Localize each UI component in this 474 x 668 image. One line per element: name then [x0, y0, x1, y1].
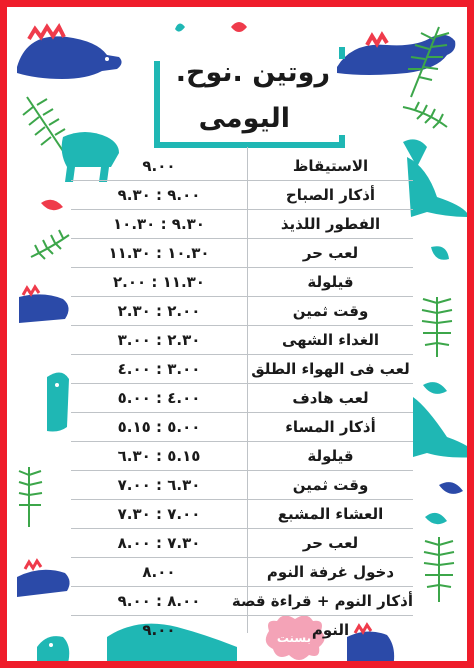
task-label: أذكار الصباح — [285, 186, 376, 204]
table-row — [71, 355, 413, 384]
time-range: ٨.٠٠ — [142, 563, 176, 581]
time-range: ٦.٣٠ : ٧.٠٠ — [117, 476, 201, 494]
navy-dinosaur-icon-left-lower — [17, 561, 70, 597]
table-row — [71, 152, 413, 181]
table-row — [71, 413, 413, 442]
fern-icon-left — [31, 230, 69, 259]
blue-leaf-icon-right — [439, 482, 463, 494]
page-subtitle: اليومى — [198, 103, 290, 134]
time-range: ٥.١٥ : ٦.٣٠ — [117, 447, 201, 465]
time-range: ٨.٠٠ : ٩.٠٠ — [117, 592, 201, 610]
table-row — [71, 210, 413, 239]
time-range: ٤.٠٠ : ٥.٠٠ — [117, 389, 201, 407]
task-label: الاستيقاظ — [292, 157, 369, 175]
palm-leaf-icon-right-lower — [424, 537, 454, 602]
task-label: الفطور اللذيذ — [280, 215, 381, 233]
table-row — [71, 616, 413, 644]
table-row — [71, 239, 413, 268]
time-range: ٩.٠٠ : ٩.٣٠ — [117, 186, 201, 204]
table-row — [71, 268, 413, 297]
fern-icon-right — [403, 102, 447, 128]
watermark-text: بسنت — [276, 631, 312, 645]
task-label: وقت ثمين — [292, 476, 369, 494]
task-label: الغداء الشهى — [281, 331, 380, 349]
table-row — [71, 297, 413, 326]
teal-dinosaur-icon-left-middle — [47, 372, 69, 431]
teal-leaf-icon-right-3 — [425, 513, 447, 524]
palm-leaf-icon-left — [23, 97, 67, 157]
palm-leaf-icon-right — [422, 297, 452, 357]
table-row — [71, 529, 413, 558]
task-label: العشاء المشبع — [277, 505, 384, 523]
time-range: ١١.٣٠ : ٢.٠٠ — [113, 273, 205, 291]
task-label: لعب فى الهواء الطلق — [251, 360, 410, 378]
schedule-table — [71, 152, 413, 644]
time-range: ٩.٠٠ — [142, 621, 176, 639]
teal-leaf-icon — [175, 23, 185, 31]
task-label: أذكار النوم + قراءة قصة — [231, 592, 413, 610]
title-block — [157, 47, 342, 147]
table-row — [71, 326, 413, 355]
task-label: قيلولة — [307, 273, 354, 291]
table-row — [71, 558, 413, 587]
task-label: لعب حر — [302, 244, 359, 262]
table-row — [71, 442, 413, 471]
task-label: أذكار المساء — [285, 418, 376, 436]
time-range: ٢.٠٠ : ٢.٣٠ — [117, 302, 201, 320]
navy-dinosaur-icon-left — [19, 287, 69, 323]
time-range: ٧.٣٠ : ٨.٠٠ — [117, 534, 201, 552]
red-leaf-icon — [231, 22, 247, 32]
time-range: ٧.٠٠ : ٧.٣٠ — [117, 505, 201, 523]
task-label: لعب هادف — [292, 389, 369, 407]
task-label: النوم — [311, 621, 350, 639]
task-label: دخول غرفة النوم — [266, 563, 395, 581]
teal-dinosaur-icon-right-lower — [413, 397, 474, 458]
time-range: ٢.٣٠ : ٣.٠٠ — [117, 331, 201, 349]
time-range: ٩.٠٠ — [142, 157, 176, 175]
time-range: ٣.٠٠ : ٤.٠٠ — [117, 360, 201, 378]
page-title: روتين .نوح. — [175, 57, 330, 88]
time-range: ٩.٣٠ : ١٠.٣٠ — [113, 215, 205, 233]
watermark — [261, 621, 327, 661]
task-label: وقت ثمين — [292, 302, 369, 320]
teal-leaf-icon-right — [431, 246, 449, 260]
table-row — [71, 500, 413, 529]
palm-leaf-icon-left-lower — [19, 467, 42, 527]
task-label: لعب حر — [302, 534, 359, 552]
teal-leaf-icon-right-2 — [423, 382, 447, 394]
table-row — [71, 587, 413, 616]
table-row — [71, 181, 413, 210]
blue-dinosaur-icon-top-left — [17, 27, 122, 79]
time-range: ٥.٠٠ : ٥.١٥ — [117, 418, 201, 436]
task-label: قيلولة — [307, 447, 354, 465]
table-row — [71, 384, 413, 413]
table-row — [71, 471, 413, 500]
time-range: ١٠.٣٠ : ١١.٣٠ — [108, 244, 210, 262]
red-leaf-icon-left — [41, 200, 63, 210]
